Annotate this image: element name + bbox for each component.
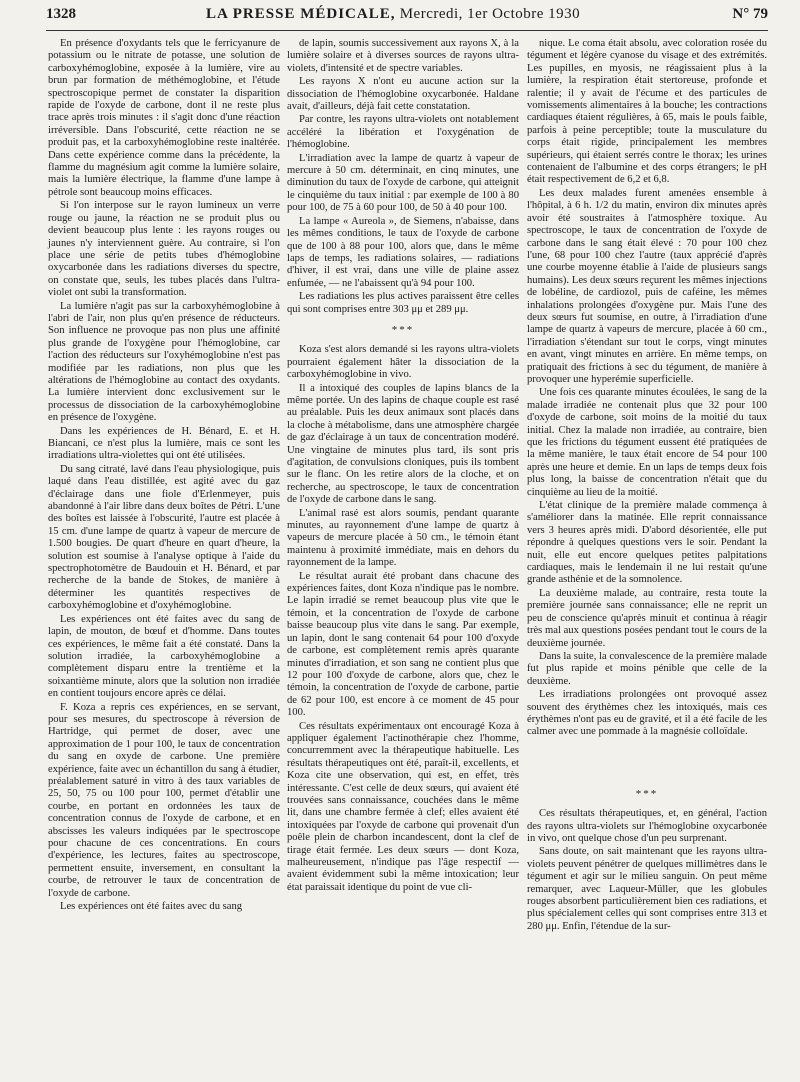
paragraph: Les expériences ont été faites avec du sang	[60, 901, 243, 913]
paragraph: L'état clinique de la première malade commença à s'améliorer dans la matinée. Elle reprit connaissance vers 3 heures après midi. D'abord désorientée, elle put répondre à quelques questions vers le soir. Pendant la nuit, elle eut encore quelques petites palpitations cardiaques, mais le lendemain il ne lui restait qu'une grande asthénie et de la somnolence.	[527, 500, 767, 586]
page-header	[46, 6, 768, 28]
paragraph: Les irradiations prolongées ont provoqué assez souvent des érythèmes chez les intoxiqués, mais ces érythèmes n'ont pas eu de gravité, et il a été facile de les calmer avec une pommade à la magnésie colloïdale.	[527, 689, 767, 738]
header-rule	[46, 30, 768, 31]
paragraph: Les deux malades furent amenées ensemble à l'hôpital, à 6 h. 1/2 du matin, environ dix minutes après avoir été soustraites à l'atmosphère toxique. Au spectroscope, le taux de concentration de l'oxyde de carbone dans le sang était élevé : 70 pour 100 chez l'une, 68 pour 100 chez l'autre (taux apprécié d'après une courbe moyenne établie à l'aide de plusieurs sangs humains). Les deux sœurs reçurent les mêmes injections de lobéline, de cardiozol, puis de caféine, les mêmes inhalations prolongées d'oxygène pur. Mais l'une des deux sœurs fut soumise, en outre, à l'irradiation d'une lampe de quartz à vapeurs de mercure, placée à 60 cm., l'irradiation s'étendant sur tout le corps, vingt minutes en avant, vingt minutes en arrière. En même temps, on pratiquait des frictions à sec du tégument, de manière à provoquer une hyperémie superficielle.	[527, 187, 767, 385]
paragraph: nique. Le coma était absolu, avec coloration rosée du tégument et légère cyanose du visage et des extrémités. Les pupilles, en myosis, ne réagissaient plus à la lumière, la respiration était stertoreuse, profonde et ralentie; il y avait de l'écume et des particules de vomissements alimentaires à la bouche; les contractions cardiaques étaient régulières, à 65, mais le pouls faible, parfois à peine perceptible; toute la musculature du corps était rigide, principalement les membres supérieurs, qui étaient serrés contre le thorax; les urines contenaient de l'albumine et des corps étrangers; le pH était respectivement de 6,2 et 6,8.	[527, 38, 767, 186]
paragraph: Ces résultats thérapeutiques, et, en général, l'action des rayons ultra-violets sur l'hémoglobine oxycarbonée in vivo, ont quelque chose d'un peu surprenant.	[527, 808, 767, 844]
section-separator: ***	[635, 787, 659, 800]
paragraph: Dans les expériences de H. Bénard, E. et H. Biancani, ce n'est plus la lumière, mais ce sont les irradiations ultra-violettes qui ont été utilisées.	[48, 425, 280, 462]
paragraph: de lapin, soumis successivement aux rayons X, à la lumière solaire et à diverses sources de rayons ultra-violets, d'intensité et de spectre variables.	[287, 38, 519, 74]
column-3	[527, 38, 767, 934]
issue-date: Mercredi, 1er Octobre 1930	[399, 6, 581, 22]
paragraph: Dans la suite, la convalescence de la première malade fut plus rapide et moins pénible que celle de la deuxième.	[527, 650, 767, 687]
paragraph: Les radiations les plus actives paraissent être celles qui sont comprises entre 303 μμ et 289 μμ.	[287, 291, 519, 315]
paragraph: Par contre, les rayons ultra-violets ont notablement accéléré la libération et l'oxygénation de l'hémoglobine.	[287, 114, 519, 151]
blank-space	[527, 740, 767, 780]
paragraph: La lampe « Aureola », de Siemens, n'abaisse, dans les mêmes conditions, le taux de l'oxyde de carbone que de 100 à 88 pour 100, alors que, dans le même laps de temps, les radiations solaires, — radiations d'hiver, il est vrai, dans une ville de plaine assez enfumée, — ne l'abaissent qu'à 94 pour 100.	[287, 215, 519, 289]
paragraph: En présence d'oxydants tels que le ferricyanure de potassium ou le nitrate de potasse, une solution de carboxyhémoglobine, exposée à la lumière, vire au brun par formation de méthémoglobine, et l'étude spectroscopique permet de constater la disparition rapide de l'oxyde de carbone, dont il ne reste plus trace après trois minutes : il s'agit donc d'une réaction irréversible. Dans l'obscurité, cette réaction ne se produit pas, et la carboxyhémoglobine reste inaltérée. Dans cette expérience comme dans la précédente, la flamme du magnésium agit comme la lumière solaire, mais la lumière électrique, la flamme d'une lampe à pétrole sont beaucoup moins efficaces.	[48, 38, 280, 198]
column-1	[48, 38, 280, 914]
journal-name: LA PRESSE MÉDICALE,	[206, 6, 396, 22]
paragraph: Le résultat aurait été probant dans chacune des expériences faites, dont Koza n'indique pas le nombre. Le lapin irradié se remet beaucoup plus vite que le témoin, et la concentration de l'oxyde de carbone baisse beaucoup plus vite dans le sang. Par exemple, un lapin, dont le sang contenait 64 pour 100 d'oxyde de carbone, est complètement remis après quarante minutes d'irradiation, et son sang ne contient plus que 12 pour 100 d'oxyde de carbone, alors que, chez le témoin, la concentration de l'oxyde de carbone, partie de 62 pour 100, est encore à ce moment de 45 pour 100.	[287, 570, 519, 719]
paragraph: Koza s'est alors demandé si les rayons ultra-violets pourraient également hâter la dissociation de la carboxyhémoglobine in vivo.	[287, 344, 519, 381]
issue-number: N° 79	[732, 6, 768, 22]
paragraph: Une fois ces quarante minutes écoulées, le sang de la malade irradiée ne contenait plus que 32 pour 100 d'oxyde de carbone, soit moins de la moitié du taux initial. Chez la malade non irradiée, au contraire, bien que les frictions du tégument eussent été pratiquées de la même manière, le taux était encore de 54 pour 100 après une heure et demie. En un laps de temps deux fois plus long, la baisse de concentration n'était que du cinquième au lieu de la moitié.	[527, 387, 767, 498]
paragraph: Sans doute, on sait maintenant que les rayons ultra-violets peuvent pénétrer de quelques millimètres dans le tégument et agir sur le milieu sanguin. On peut même remarquer, avec Laqueur-Müller, que les globules rouges absorbent particulièrement bien ces radiations, et plus spécialement celles qui sont comprises entre 313 et 280 μμ. Enfin, l'étendue de la sur-	[527, 846, 767, 932]
page-number: 1328	[46, 6, 76, 22]
paragraph: L'animal rasé est alors soumis, pendant quarante minutes, au rayonnement d'une lampe de quartz à vapeurs de mercure placée à 50 cm., le témoin étant maintenu à proximité immédiate, mais en dehors du rayonnement de la lampe.	[287, 507, 519, 569]
journal-title-line	[206, 6, 580, 23]
paragraph: La deuxième malade, au contraire, resta toute la première journée sans connaissance; elle ne reprit un peu de conscience qu'après minuit et continua à réagir très mal aux questions posées pendant tout le cours de la deuxième journée.	[527, 587, 767, 649]
paragraph: L'irradiation avec la lampe de quartz à vapeur de mercure à 50 cm. déterminait, en cinq minutes, une diminution du taux de l'oxyde de carbone, qui atteignit le cinquième du taux initial : par exemple de 100 à 80 pour 100, de 75 à 60 pour 100, de 50 à 40 pour 100.	[287, 152, 519, 214]
section-separator: ***	[391, 323, 415, 336]
paragraph: Les expériences ont été faites avec du sang de lapin, de mouton, de bœuf et d'homme. Dans toutes ces expériences, le même fait a été constaté. Dans la solution irradiée, la carboxyhémoglobine a complètement disparu entre la trentième et la soixantième minute, alors que la solution non irradiée en contient toujours encore après ce délai.	[48, 613, 280, 700]
paragraph: F. Koza a repris ces expériences, en se servant, pour ses mesures, du spectroscope à réversion de Hartridge, qui permet de doser, avec une approximation de 1 pour 100, le taux de concentration du sang en oxyde de carbone. Une première expérience, faite avec un échantillon du sang à étudier, préalablement saturé in vitro à des taux variables de 25, 50, 75 ou 100 pour 100, permet d'établir une courbe, en portant en ordonnées les taux de concentration connus de l'oxyde de carbone, et en abscisses les valeurs indiquées par le spectroscope pour chacune de ces concentrations. En cours d'expérience, les lectures, faites au spectroscope, permettent ensuite, inversement, en consultant la courbe, de retrouver le taux de concentration de l'oxyde de carbone.	[48, 701, 280, 899]
column-2	[287, 38, 519, 895]
paragraph: Les rayons X n'ont eu aucune action sur la dissociation de l'hémoglobine oxycarbonée. Haldane avait, d'ailleurs, déjà fait cette constatation.	[287, 76, 519, 113]
paragraph: Il a intoxiqué des couples de lapins blancs de la même portée. Un des lapins de chaque couple est rasé au préalable. Puis les deux animaux sont placés dans la cloche à métabolisme, dans une atmosphère chargée de gaz d'éclairage à un taux de concentration modéré. Une vingtaine de minutes plus tard, ils sont pris d'agitation, de convulsions cloniques, puis ils tombent sur le flanc. On les retire alors de la cloche, et on recherche, au spectroscope, le taux de concentration de l'oxyde de carbone dans le sang.	[287, 382, 519, 506]
paragraph: Du sang citraté, lavé dans l'eau physiologique, puis laqué dans l'eau distillée, est agité avec du gaz d'éclairage dans une fiole d'Erlenmeyer, puis abandonné à l'air libre dans deux boîtes de Pétri. L'une des boîtes est laissée à l'obscurité, l'autre est placée à 15 cm. d'une lampe de quartz à vapeur de mercure de 1.500 bougies. De quart d'heure en quart d'heure, la solution est soumise à l'analyse optique à l'aide du spectrophotomètre de Baudouin et H. Bénard, et par recherche de la bande de Stokes, de manière à déterminer les quantités respectives de carboxyhémoglobine et d'oxyhémoglobine.	[48, 463, 280, 612]
paragraph: Ces résultats expérimentaux ont encouragé Koza à appliquer également l'actinothérapie chez l'homme, concurremment avec la thérapeutique habituelle. Les résultats thérapeutiques ont été, paraît-il, excellents, et Koza cite une observation, qui est, en effet, très intéressante. C'est celle de deux sœurs, qui avaient été trouvées sans connaissance, couchées dans le même lit, dans une chambre fermée à clef; elles avaient été intoxiquées par l'oxyde de carbone qui provenait d'un poêle plein de charbon incandescent, dont la clef de tirage était fermée. Les deux sœurs — dont Koza, malheureusement, n'indique pas l'âge respectif — avaient évidemment subi la même intoxication; leur état paraissait identique du point de vue cli-	[287, 720, 519, 893]
paragraph: Si l'on interpose sur le rayon lumineux un verre rouge ou jaune, la réaction ne se produit plus ou devient beaucoup plus lente : les rayons rouges ou jaunes n'y interviennent guère. Au contraire, si l'on place une série de petits tubes d'hémoglobine oxycarbonée dans les radiations diverses du spectre, on constate que, seuls, les tubes placés dans l'ultra-violet ont subi la transformation.	[48, 200, 280, 299]
paragraph: La lumière n'agit pas sur la carboxyhémoglobine à l'abri de l'air, non plus qu'en présence de réducteurs. Son influence ne provoque pas non plus une affinité plus grande de l'oxygène pour l'hémoglobine, car l'action des réducteurs sur l'oxyhémoglobine n'est pas modifiée par les radiations, non plus que les altérations de l'hémoglobine au contact des oxydants. La lumière intervient donc exclusivement sur le processus de dissociation de la carboxyhémoglobine en présence de l'oxygène.	[48, 300, 280, 424]
